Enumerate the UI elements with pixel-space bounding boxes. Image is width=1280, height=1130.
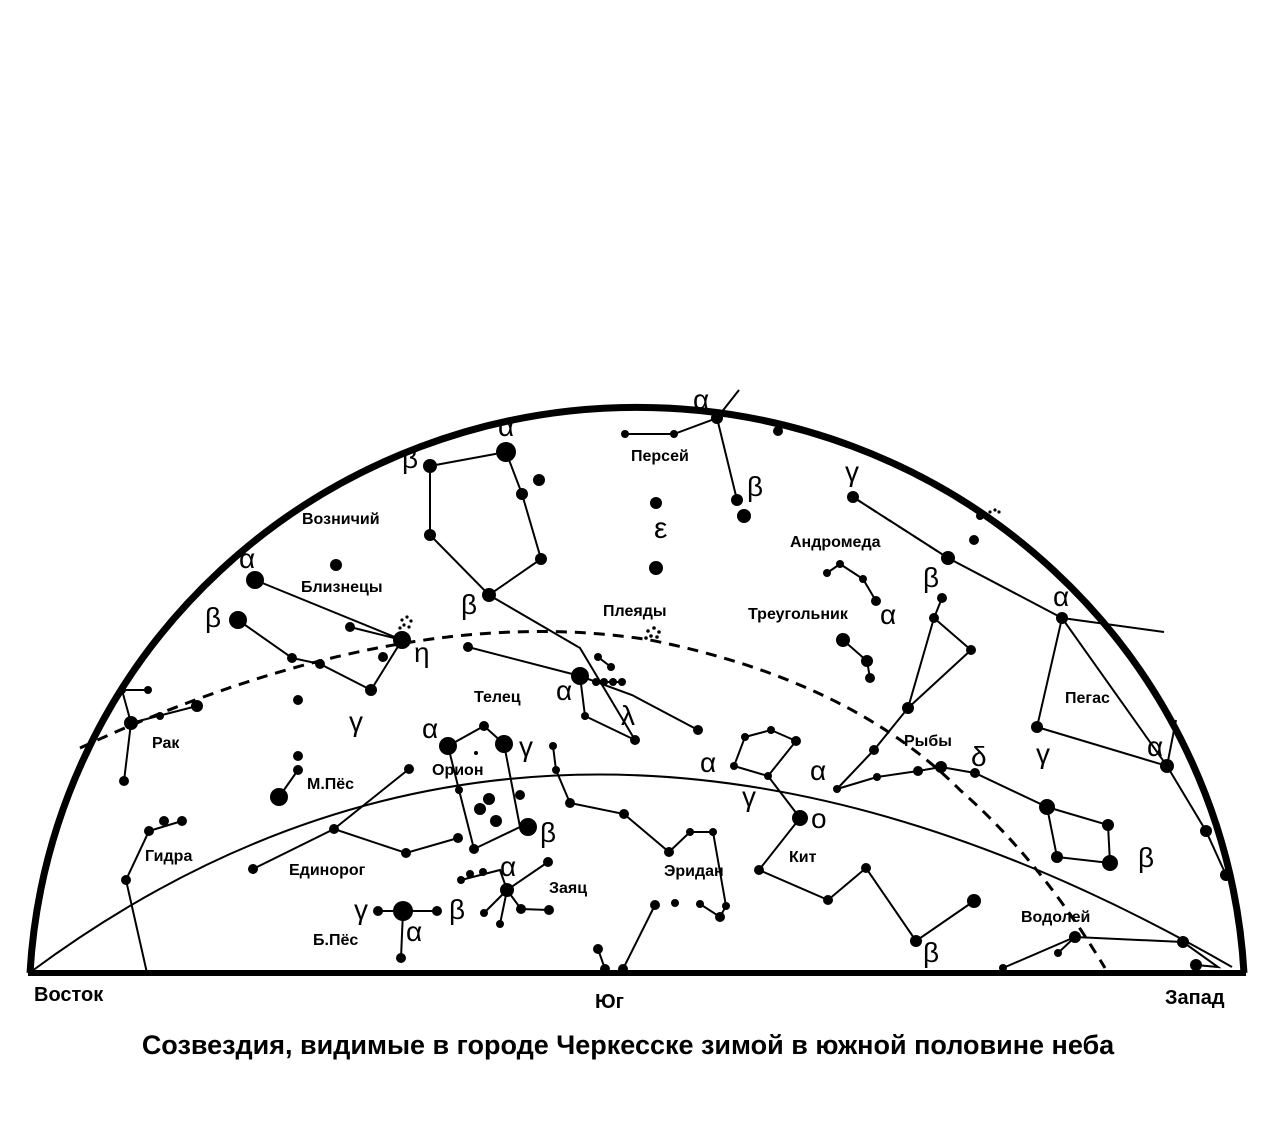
greek-perseus-epsilon: ε xyxy=(654,512,668,545)
greek-triangulum-alpha: α xyxy=(880,599,897,630)
direction-east: Восток xyxy=(34,984,104,1006)
label-auriga: Возничий xyxy=(302,511,380,528)
direction-south: Юг xyxy=(595,991,624,1013)
label-pegasus: Пегас xyxy=(1065,690,1110,707)
greek-gemini-alpha: α xyxy=(239,543,256,574)
greek-aquarius-beta: β xyxy=(923,937,940,968)
greek-lepus-beta: β xyxy=(449,894,466,925)
label-orion: Орион xyxy=(432,762,484,779)
label-eridanus: Эридан xyxy=(664,863,724,880)
greek-auriga-beta2: β xyxy=(461,589,478,620)
label-canis-major: Б.Пёс xyxy=(313,932,359,949)
greek-orion-beta: β xyxy=(540,817,557,848)
greek-cmaj-gamma: γ xyxy=(354,894,368,925)
label-monoceros: Единорог xyxy=(289,862,366,879)
greek-cmaj-alpha: α xyxy=(406,916,423,947)
label-aquarius: Водолей xyxy=(1021,909,1091,926)
greek-cetus-alpha: α xyxy=(700,747,717,778)
greek-taurus-alpha: α xyxy=(556,675,573,706)
direction-west: Запад xyxy=(1165,987,1225,1009)
label-gemini: Близнецы xyxy=(301,579,383,596)
greek-andromeda-beta: β xyxy=(923,562,940,593)
cluster-dots xyxy=(398,508,1000,639)
greek-pegasus-beta: β xyxy=(1138,842,1155,873)
greek-orion-alpha: α xyxy=(422,713,439,744)
caption-title: Созвездия, видимые в городе Черкесске зимой в южной половине неба xyxy=(141,1030,1115,1060)
label-andromeda: Андромеда xyxy=(790,534,881,551)
greek-pegasus-alpha2: α xyxy=(1147,731,1164,762)
greek-auriga-beta: β xyxy=(402,443,419,474)
sky-dome xyxy=(30,407,1244,973)
greek-orion-gamma: γ xyxy=(519,731,533,762)
constellation-lines xyxy=(122,390,1226,973)
label-canis-minor: М.Пёс xyxy=(307,776,355,793)
greek-auriga-alpha: α xyxy=(498,411,515,442)
greek-cetus-gamma: γ xyxy=(742,781,756,812)
greek-perseus-beta: β xyxy=(747,471,764,502)
label-cancer: Рак xyxy=(152,735,180,752)
greek-lepus-alpha: α xyxy=(500,851,517,882)
greek-gemini-gamma: γ xyxy=(349,706,363,737)
greek-pegasus-delta: δ xyxy=(971,741,987,772)
greek-taurus-lambda: λ xyxy=(621,700,635,731)
label-cetus: Кит xyxy=(789,849,817,866)
greek-andromeda-gamma: γ xyxy=(845,456,859,487)
greek-pegasus-alpha: α xyxy=(1053,581,1070,612)
greek-cetus-omicron: o xyxy=(811,803,827,834)
label-perseus: Персей xyxy=(631,448,689,465)
label-lepus: Заяц xyxy=(549,880,588,897)
label-pleiades: Плеяды xyxy=(603,603,667,620)
constellation-labels xyxy=(145,448,1110,949)
greek-perseus-alpha: α xyxy=(693,384,710,415)
label-taurus: Телец xyxy=(474,689,521,706)
greek-pisces-alpha: α xyxy=(810,755,827,786)
label-pisces: Рыбы xyxy=(904,733,952,750)
greek-gemini-beta: β xyxy=(205,602,222,633)
greek-gemini-eta: η xyxy=(414,637,430,668)
label-triangulum: Треугольник xyxy=(748,606,848,623)
label-hydra: Гидра xyxy=(145,848,193,865)
greek-labels xyxy=(205,384,1163,968)
greek-pegasus-gamma: γ xyxy=(1036,738,1050,769)
